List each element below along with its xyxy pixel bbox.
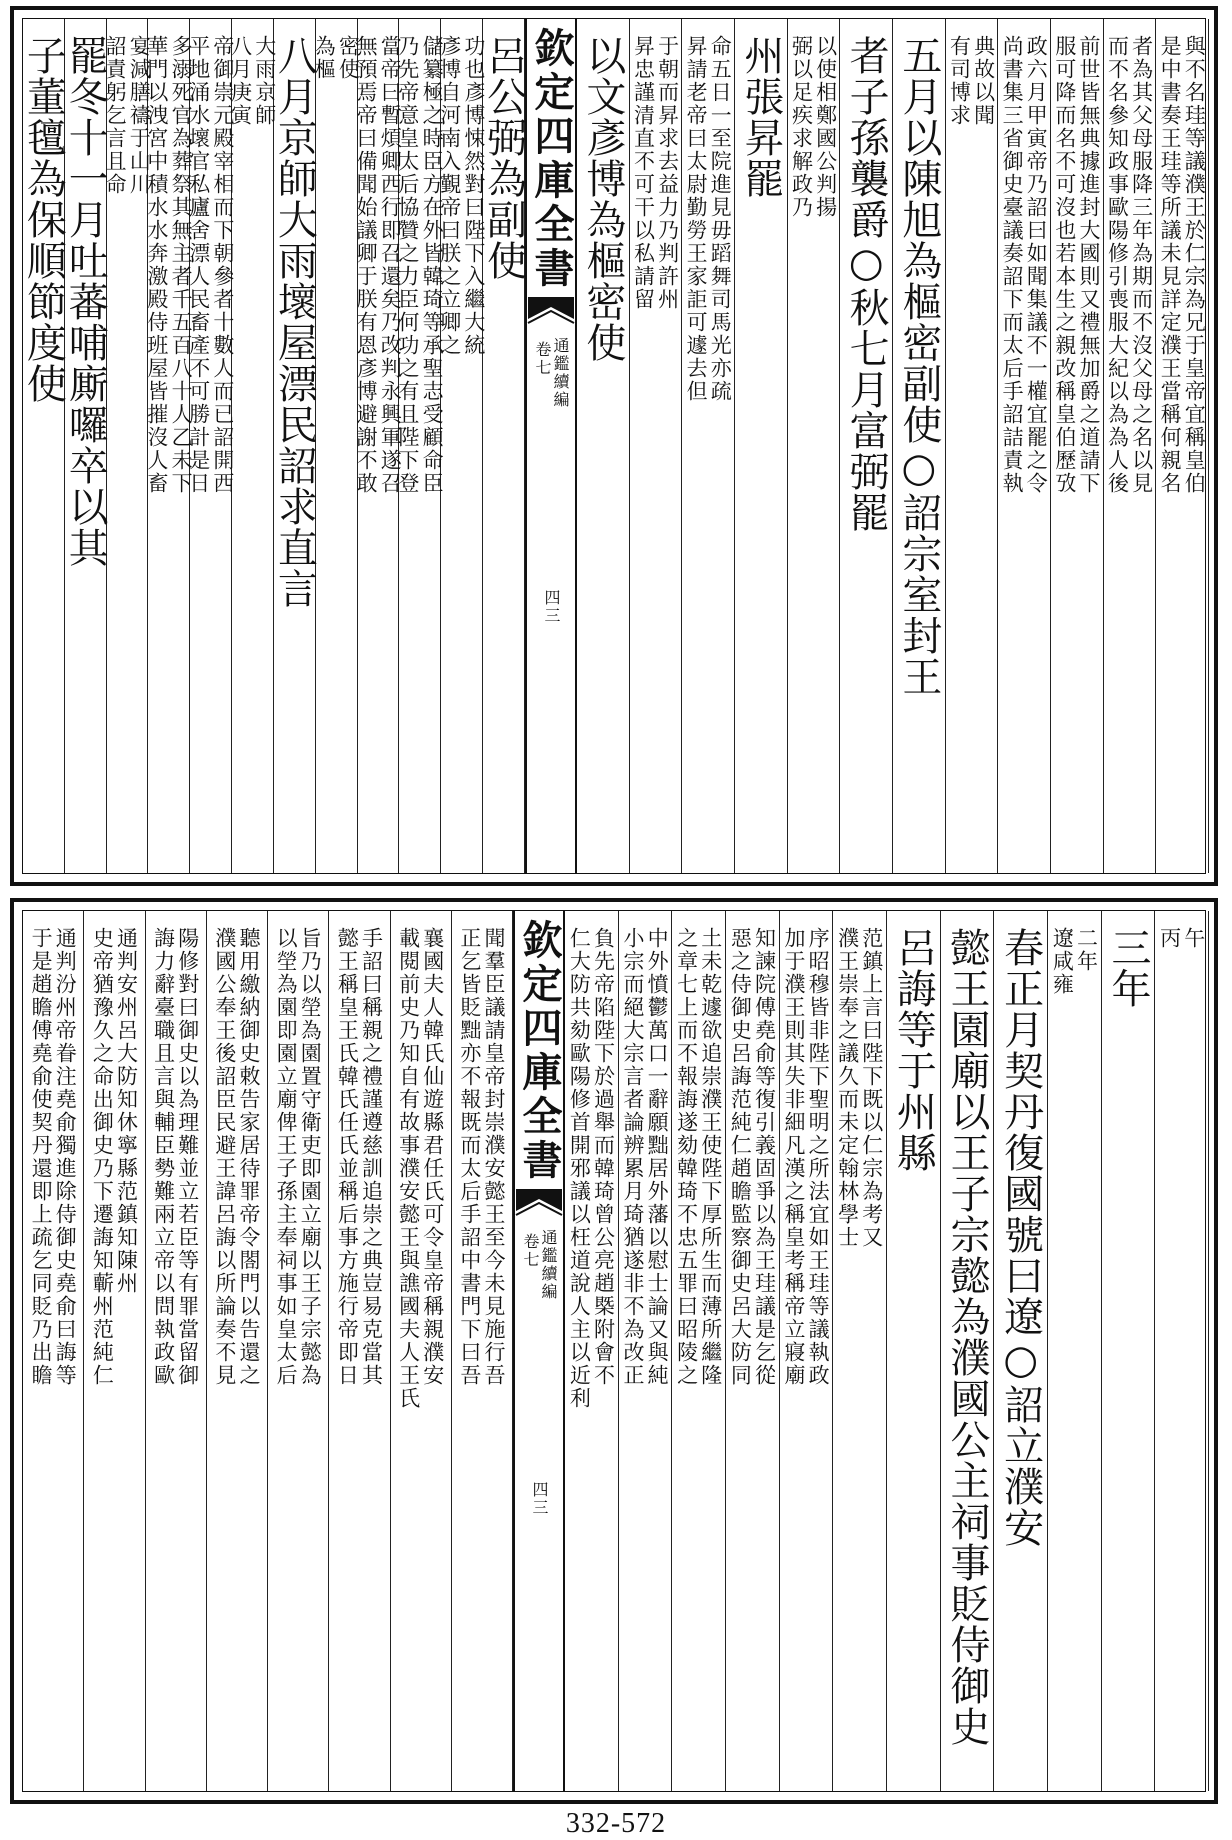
top-page-panel bbox=[10, 6, 1218, 886]
annotation-line: 而不名參知政事歐陽修引喪服大紀以為為人後 bbox=[1105, 35, 1130, 495]
text-line: 呂公弼為副使 bbox=[480, 35, 527, 281]
annotation-line: 為樞 bbox=[312, 35, 337, 81]
annotation-line: 正乞皆貶黜亦不報既而太后手詔中書門下曰吾 bbox=[457, 927, 482, 1387]
annotation-line: 尚書集三省御史臺議奏詔下而太后手詔詰責執 bbox=[1000, 35, 1025, 495]
right-column bbox=[619, 911, 673, 1791]
right-column bbox=[682, 19, 735, 873]
annotation-line: 無預焉帝曰備聞始議卿于朕有恩彥博避謝不敢 bbox=[354, 35, 379, 495]
left-column bbox=[228, 19, 277, 873]
annotation-line: 誨力辭臺職且言與輔臣勢難兩立帝以問執政歐 bbox=[151, 927, 176, 1387]
annotation-line: 通判汾州帝眷注堯俞獨進除侍御史堯俞曰誨等 bbox=[53, 927, 78, 1387]
volume-info bbox=[522, 1229, 556, 1301]
right-column bbox=[780, 911, 834, 1791]
left-column bbox=[62, 19, 109, 873]
right-column bbox=[1048, 911, 1102, 1791]
annotation-line: 范鎮上言曰陛下既以仁宗為考又 bbox=[859, 927, 884, 1249]
volume-info bbox=[534, 337, 568, 409]
annotation-line: 惡之侍御史呂誨范純仁趙瞻監察御史呂大防同 bbox=[728, 927, 753, 1387]
annotation-line: 于朝而昇求去益力乃判許州 bbox=[655, 35, 680, 311]
left-column bbox=[84, 911, 145, 1791]
annotation-line: 手詔曰稱親之禮謹遵慈訓追崇之典豈易克當其 bbox=[359, 927, 384, 1387]
bottom-page-panel bbox=[10, 898, 1218, 1804]
text-line: 呂誨等于州縣 bbox=[890, 927, 937, 1173]
annotation-line: 聞羣臣議請皇帝封崇濮安懿王至今未見施行吾 bbox=[482, 927, 507, 1387]
annotation-line: 二年 bbox=[1074, 927, 1099, 973]
left-column bbox=[186, 19, 235, 873]
annotation-line: 中外憤鬱萬口一辭願黜居外藩以慰士論又與純 bbox=[645, 927, 670, 1387]
annotation-line: 以塋為園即園立廟俾王子孫主奉祠事如皇太后 bbox=[274, 927, 299, 1387]
text-line: 八月京師大雨壞屋漂民詔求直言 bbox=[271, 35, 318, 609]
center-gutter bbox=[513, 911, 565, 1791]
annotation-line: 丙 bbox=[1157, 927, 1182, 950]
left-column bbox=[146, 911, 207, 1791]
fish-tail-icon bbox=[528, 291, 574, 337]
annotation-line: 命五日一至院進見毋蹈舞司馬光亦疏 bbox=[708, 35, 733, 403]
center-gutter bbox=[525, 19, 577, 873]
right-column bbox=[735, 19, 788, 873]
left-column bbox=[329, 911, 390, 1791]
annotation-line: 彥博自河南入覲帝曰朕之立卿之 bbox=[437, 35, 462, 357]
annotation-line: 遼咸雍 bbox=[1050, 927, 1075, 996]
book-name: 通鑑續編 bbox=[539, 1229, 558, 1301]
left-column bbox=[144, 19, 194, 873]
left-column bbox=[103, 19, 152, 873]
right-column bbox=[893, 19, 946, 873]
annotation-line: 昇忠謹清直不可干以私請留 bbox=[631, 35, 656, 311]
right-column bbox=[672, 911, 726, 1791]
annotation-line: 密使 bbox=[336, 35, 361, 81]
annotation-line: 午 bbox=[1181, 927, 1206, 950]
leaf-number: 四三 bbox=[542, 589, 561, 625]
annotation-line: 平地涌水壞官私廬舍漂人民畜產不可勝計是日 bbox=[186, 35, 211, 495]
right-column bbox=[726, 911, 780, 1791]
annotation-line: 多溺死官為葬祭其無主者千五百八十人乙未下 bbox=[169, 35, 194, 495]
right-column bbox=[840, 19, 893, 873]
annotation-line: 當帝曰暫煩卿西行即召還矣乃改判永興軍遂召 bbox=[378, 35, 403, 495]
text-line: 罷冬十一月吐蕃哺廝囉卒以其 bbox=[62, 35, 109, 568]
annotation-line: 知諫院傅堯俞等復引義固爭以為王珪議是乞從 bbox=[752, 927, 777, 1387]
annotation-line: 功也彥博悚然對曰陛下入繼大統 bbox=[461, 35, 486, 357]
text-line: 春正月契丹復國號曰遼○詔立濮安 bbox=[997, 927, 1044, 1548]
annotation-line: 負先帝陷陛下於過舉而韓琦曾公亮趙槩附會不 bbox=[591, 927, 616, 1387]
left-column bbox=[354, 19, 403, 873]
collection-title: 欽定四庫全書 bbox=[528, 27, 575, 291]
annotation-line: 是中書奏王珪等所議未見詳定濮王當稱何親名 bbox=[1158, 35, 1183, 495]
annotation-line: 加于濮王則其失非細凡漢之稱皇考稱帝立寢廟 bbox=[781, 927, 806, 1387]
annotation-line: 弼以足疾求解政乃 bbox=[789, 35, 814, 219]
right-column bbox=[994, 911, 1048, 1791]
annotation-line: 史帝猶豫久之命出御史乃下遷誨知蘄州范純仁 bbox=[90, 927, 115, 1387]
annotation-line: 儲纂極之時臣方在外皆韓琦等承聖志受顧命臣 bbox=[420, 35, 445, 495]
annotation-line: 仁大防共劾歐陽修首開邪議以枉道說人主以近利 bbox=[567, 927, 592, 1410]
text-line: 者子孫襲爵○秋七月富弼罷 bbox=[843, 35, 890, 533]
text-line: 子董氊為保順節度使 bbox=[20, 35, 67, 404]
right-column bbox=[887, 911, 941, 1791]
right-column bbox=[565, 911, 619, 1791]
left-column bbox=[207, 911, 268, 1791]
annotation-line: 昇請老帝曰太尉勤勞王家詎可遽去但 bbox=[684, 35, 709, 403]
annotation-line: 典故以聞 bbox=[971, 35, 996, 127]
annotation-line: 八月庚寅 bbox=[228, 35, 253, 127]
annotation-line: 宴減膳禱于山川 bbox=[127, 35, 152, 196]
annotation-line: 懿王稱皇王氏韓氏任氏並稱后事方施行帝即日 bbox=[335, 927, 360, 1387]
right-column bbox=[946, 19, 999, 873]
text-line: 懿王園廟以王子宗懿為濮國公主祠事貶侍御史 bbox=[943, 927, 990, 1747]
annotation-line: 帝御崇元殿宰相而下朝參者十數人而已詔開西 bbox=[210, 35, 235, 495]
annotation-line: 政六月甲寅帝乃詔曰如聞集議不一權宜罷之令 bbox=[1024, 35, 1049, 495]
left-column bbox=[312, 19, 361, 873]
text-line: 州張昇罷 bbox=[737, 35, 784, 199]
text-line: 以文彥博為樞密使 bbox=[579, 35, 626, 363]
text-line: 三年 bbox=[1104, 927, 1151, 1009]
right-column bbox=[833, 911, 887, 1791]
left-column bbox=[452, 911, 513, 1791]
annotation-line: 序昭穆皆非陛下聖明之所法宜如王珪等議執政 bbox=[806, 927, 831, 1387]
annotation-line: 前世皆無典據進封大國則又禮無加爵之道請下 bbox=[1076, 35, 1101, 495]
book-name: 通鑑續編 bbox=[551, 337, 570, 409]
collection-title: 欽定四庫全書 bbox=[516, 919, 563, 1183]
right-column bbox=[1104, 19, 1157, 873]
annotation-line: 通判安州呂大防知休寧縣范鎮知陳州 bbox=[114, 927, 139, 1295]
annotation-line: 襄國夫人韓氏仙遊縣君任氏可令皇帝稱親濮安 bbox=[420, 927, 445, 1387]
volume-number: 卷七 bbox=[533, 341, 552, 377]
annotation-line: 與不名珪等議濮王於仁宗為兄于皇帝宜稱皇伯 bbox=[1182, 35, 1207, 495]
right-column bbox=[1155, 911, 1209, 1791]
left-column bbox=[437, 19, 486, 873]
left-column bbox=[480, 19, 527, 873]
fish-tail-icon bbox=[516, 1183, 562, 1229]
right-column bbox=[1102, 911, 1156, 1791]
right-column bbox=[1156, 19, 1209, 873]
right-column bbox=[941, 911, 995, 1791]
right-column bbox=[788, 19, 841, 873]
annotation-line: 乃先帝意皇太后協贊之力臣何功之有且陛下登 bbox=[395, 35, 420, 495]
leaf-number: 四三 bbox=[530, 1481, 549, 1517]
left-column bbox=[271, 19, 318, 873]
left-column bbox=[23, 911, 84, 1791]
left-column bbox=[395, 19, 445, 873]
right-column bbox=[1051, 19, 1104, 873]
page-number: 332-572 bbox=[565, 1808, 667, 1839]
right-column bbox=[577, 19, 630, 873]
annotation-line: 服可降而名不可沒也若本生之親改稱皇伯歷攷 bbox=[1052, 35, 1077, 495]
annotation-line: 于是趙瞻傅堯俞使契丹還即上疏乞同貶乃出瞻 bbox=[29, 927, 54, 1387]
annotation-line: 聽用繳納御史敕告家居待罪帝令閤門以告還之 bbox=[237, 927, 262, 1387]
annotation-line: 載閱前史乃知自有故事濮安懿王與譙國夫人王氏 bbox=[396, 927, 421, 1410]
annotation-line: 濮國公奉王後詔臣民避王諱呂誨以所論奏不見 bbox=[212, 927, 237, 1387]
bottom-page-frame bbox=[22, 910, 1206, 1792]
annotation-line: 華門以洩宮中積水水奔激殿侍班屋皆摧沒人畜 bbox=[144, 35, 169, 495]
left-column bbox=[268, 911, 329, 1791]
top-page-frame bbox=[22, 18, 1206, 874]
annotation-line: 陽修對曰御史以為理難並立若臣等有罪當留御 bbox=[175, 927, 200, 1387]
annotation-line: 土未乾遽欲追崇濮王使陛下厚所生而薄所繼隆 bbox=[698, 927, 723, 1387]
annotation-line: 詔責躬乞言且命 bbox=[103, 35, 128, 196]
left-column bbox=[20, 19, 67, 873]
annotation-line: 小宗而絕大宗言者論辨累月琦猶遂非不為改正 bbox=[620, 927, 645, 1387]
annotation-line: 大雨京師 bbox=[252, 35, 277, 127]
annotation-line: 以使相鄭國公判揚 bbox=[813, 35, 838, 219]
volume-number: 卷七 bbox=[521, 1233, 540, 1269]
right-column bbox=[630, 19, 683, 873]
left-column bbox=[391, 911, 452, 1791]
right-column bbox=[998, 19, 1051, 873]
text-line: 五月以陳旭為樞密副使○詔宗室封王 bbox=[895, 35, 942, 697]
annotation-line: 濮王崇奉之議久而未定翰林學士 bbox=[835, 927, 860, 1249]
annotation-line: 之章七上而不報誨遂劾韓琦不忠五罪曰昭陵之 bbox=[674, 927, 699, 1387]
annotation-line: 者為其父母服降三年為期而不沒父母之名以見 bbox=[1129, 35, 1154, 495]
annotation-line: 旨乃以塋為園置守衛吏即園立廟以王子宗懿為 bbox=[298, 927, 323, 1387]
annotation-line: 有司博求 bbox=[947, 35, 972, 127]
